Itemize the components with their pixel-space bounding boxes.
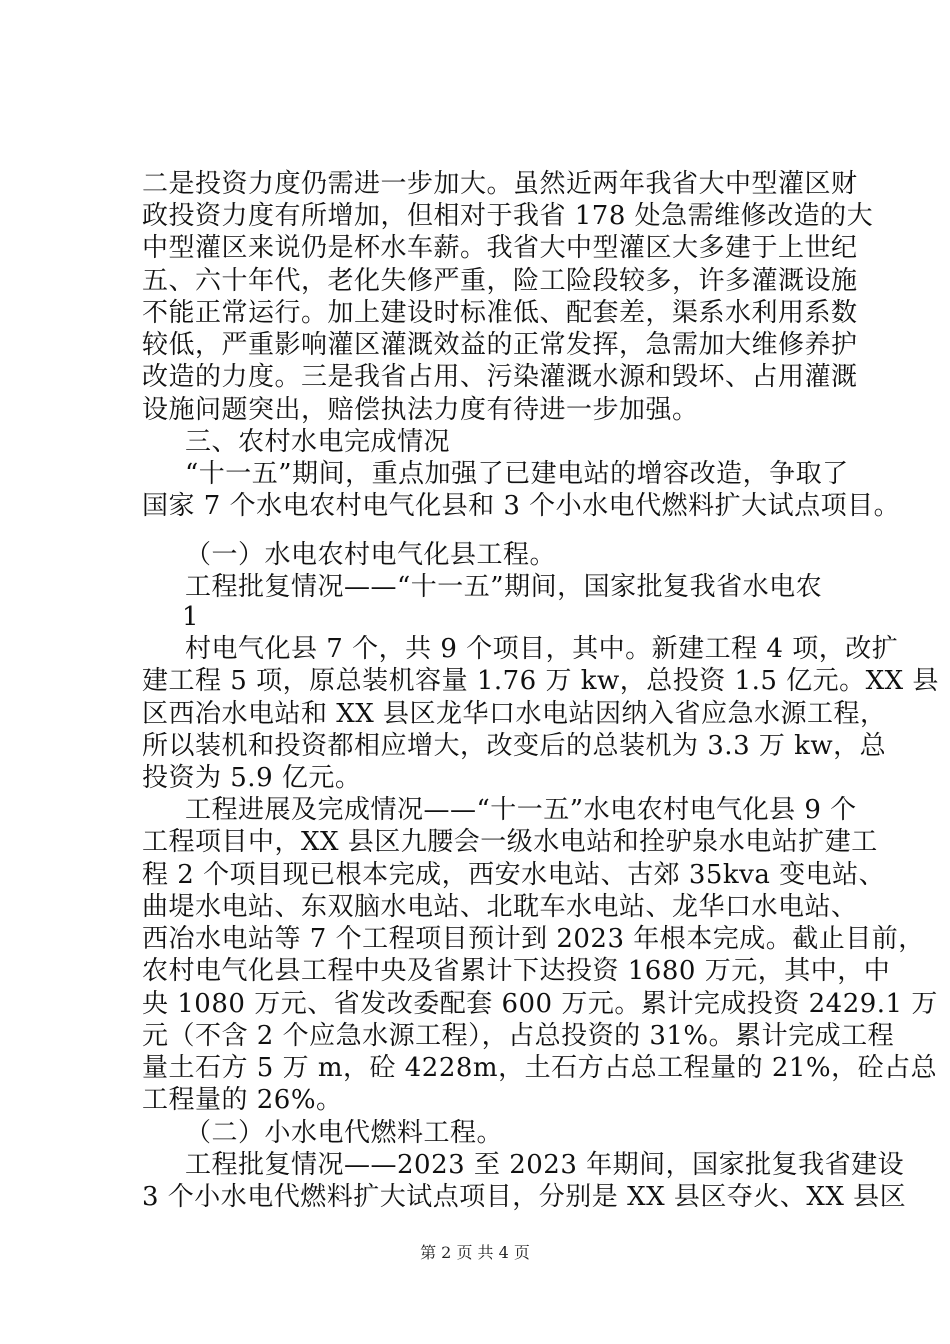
text-line: 设施问题突出，赔偿执法力度有待进一步加强。 bbox=[142, 395, 699, 425]
text-line: 工程进展及完成情况——“十一五”水电农村电气化县 9 个 bbox=[185, 795, 857, 825]
text-line: 国家 7 个水电农村电气化县和 3 个小水电代燃料扩大试点项目。 bbox=[142, 491, 901, 521]
text-line: 区西冶水电站和 XX 县区龙华口水电站因纳入省应急水源工程， bbox=[142, 699, 887, 729]
text-line: 五、六十年代，老化失修严重，险工险段较多，许多灌溉设施 bbox=[142, 266, 858, 296]
text-line: 曲堤水电站、东双脑水电站、北耽车水电站、龙华口水电站、 bbox=[142, 892, 858, 922]
text-line: 改造的力度。三是我省占用、污染灌溉水源和毁坏、占用灌溉 bbox=[142, 362, 858, 392]
text-line: 程 2 个项目现已根本完成，西安水电站、古郊 35kva 变电站、 bbox=[142, 860, 886, 890]
text-line: 政投资力度有所增加，但相对于我省 178 处急需维修改造的大 bbox=[142, 201, 874, 231]
text-line: 工程项目中，XX 县区九腰会一级水电站和拴驴泉水电站扩建工 bbox=[142, 827, 878, 857]
subsection-heading: （一）水电农村电气化县工程。 bbox=[185, 540, 557, 570]
text-line: 中型灌区来说仍是杯水车薪。我省大中型灌区大多建于上世纪 bbox=[142, 233, 858, 263]
text-line: 较低，严重影响灌区灌溉效益的正常发挥，急需加大维修养护 bbox=[142, 330, 858, 360]
text-line: 西冶水电站等 7 个工程项目预计到 2023 年根本完成。截止目前， bbox=[142, 924, 925, 954]
text-line: 工程批复情况——“十一五”期间，国家批复我省水电农 bbox=[185, 572, 823, 602]
text-line: 元（不含 2 个应急水源工程），占总投资的 31%。累计完成工程 bbox=[142, 1021, 895, 1051]
text-line: 建工程 5 项，原总装机容量 1.76 万 kw，总投资 1.5 亿元。XX 县 bbox=[142, 666, 939, 696]
text-line: 所以装机和投资都相应增大，改变后的总装机为 3.3 万 kw，总 bbox=[142, 731, 887, 761]
text-line: 村电气化县 7 个，共 9 个项目，其中。新建工程 4 项，改扩 bbox=[185, 634, 899, 664]
text-line: “十一五”期间，重点加强了已建电站的增容改造，争取了 bbox=[185, 459, 849, 489]
section-heading: 三、农村水电完成情况 bbox=[185, 427, 451, 457]
page-footer: 第 2 页 共 4 页 bbox=[420, 1243, 530, 1262]
text-line: 农村电气化县工程中央及省累计下达投资 1680 万元，其中，中 bbox=[142, 956, 891, 986]
text-line: 央 1080 万元、省发改委配套 600 万元。累计完成投资 2429.1 万 bbox=[142, 989, 938, 1019]
text-line: 量土石方 5 万 m，砼 4228m，土石方占总工程量的 21%，砼占总 bbox=[142, 1053, 938, 1083]
text-line: 3 个小水电代燃料扩大试点项目，分别是 XX 县区夺火、XX 县区 bbox=[142, 1182, 907, 1212]
text-line: 二是投资力度仍需进一步加大。虽然近两年我省大中型灌区财 bbox=[142, 169, 858, 199]
text-line: 不能正常运行。加上建设时标准低、配套差，渠系水利用系数 bbox=[142, 298, 858, 328]
text-line: 投资为 5.9 亿元。 bbox=[142, 763, 362, 793]
subsection-heading: （二）小水电代燃料工程。 bbox=[185, 1118, 504, 1148]
text-line: 工程量的 26%。 bbox=[142, 1085, 343, 1115]
text-line: 工程批复情况——2023 至 2023 年期间，国家批复我省建设 bbox=[185, 1150, 905, 1180]
page-number-marker: 1 bbox=[182, 602, 200, 632]
